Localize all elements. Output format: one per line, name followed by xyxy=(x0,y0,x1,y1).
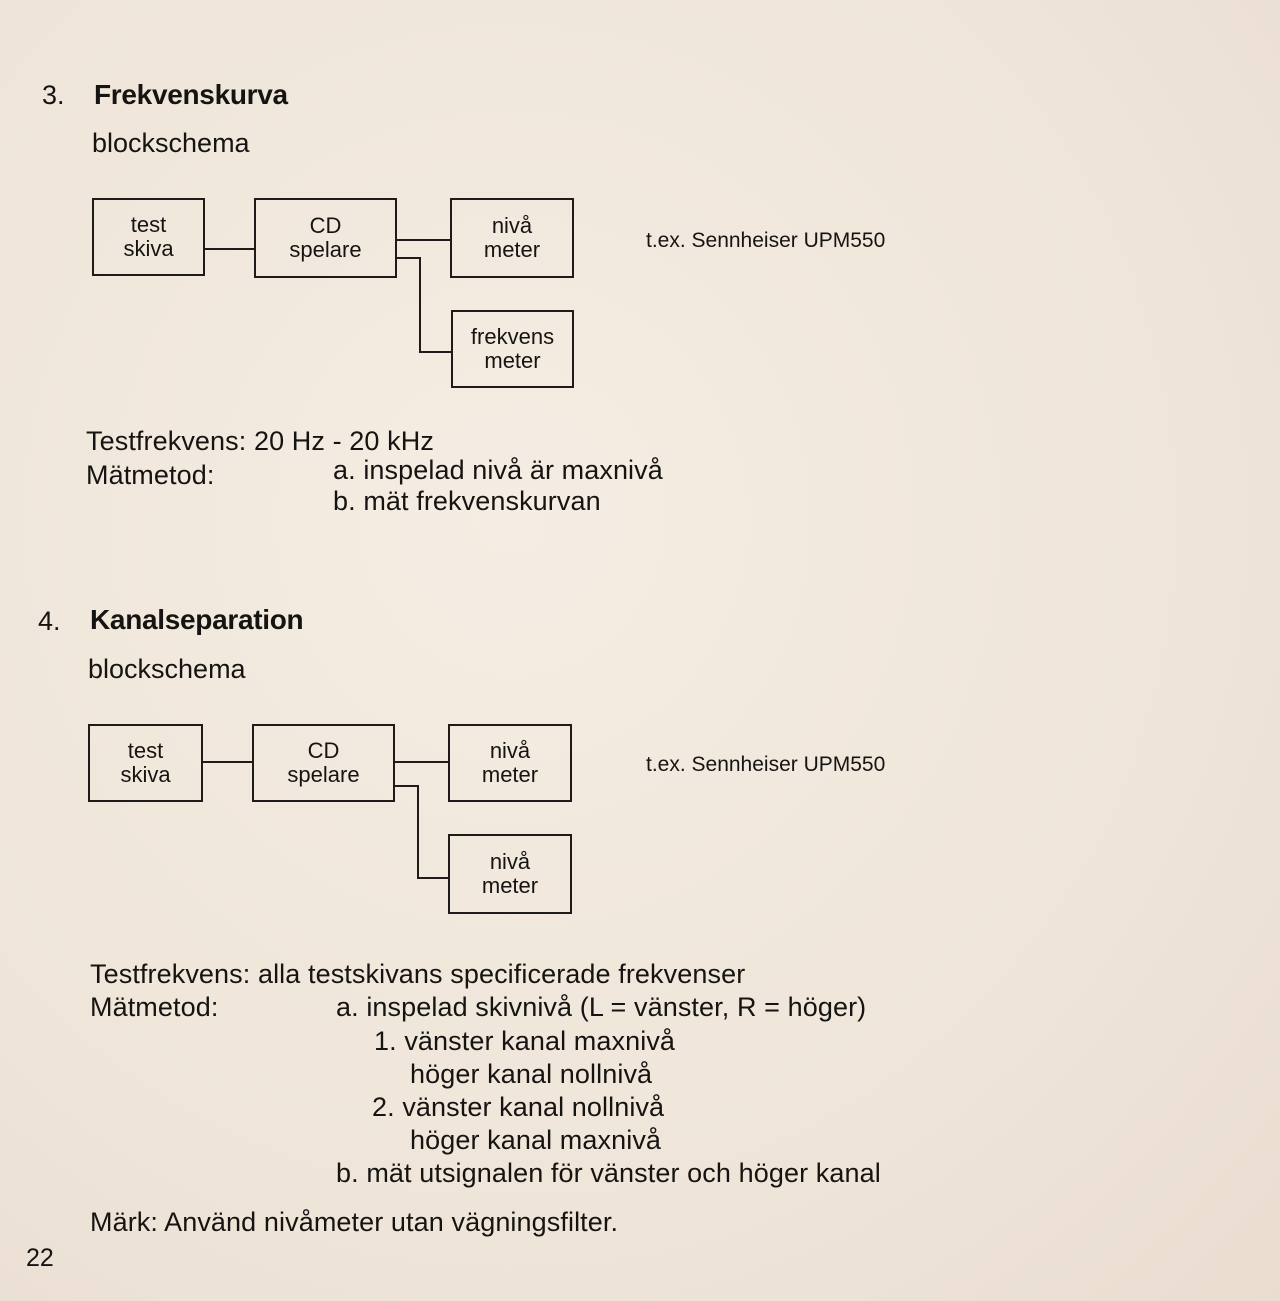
block-level-meter: nivå meter xyxy=(450,198,574,278)
section-3-note: t.ex. Sennheiser UPM550 xyxy=(646,229,886,252)
section-4-number: 4. xyxy=(38,606,61,636)
section-4-method-label: Mätmetod: xyxy=(90,992,219,1022)
section-4-title: Kanalseparation xyxy=(90,604,304,635)
section-3-subtitle: blockschema xyxy=(92,128,250,158)
section-4-step-2-right: höger kanal maxnivå xyxy=(410,1125,662,1155)
section-4-method-a: a. inspelad skivnivå (L = vänster, R = höger) xyxy=(336,992,867,1022)
section-3-title: Frekvenskurva xyxy=(94,79,288,110)
section-4-note: t.ex. Sennheiser UPM550 xyxy=(646,753,886,776)
section-3-method-label: Mätmetod: xyxy=(86,460,215,490)
section-4-subtitle: blockschema xyxy=(88,654,246,684)
block-level-meter-4b: nivå meter xyxy=(448,834,572,914)
section-3-method-a: a. inspelad nivå är maxnivå xyxy=(333,455,663,485)
page-number: 22 xyxy=(26,1244,54,1272)
section-4-step-1-right: höger kanal nollnivå xyxy=(410,1059,653,1089)
block-cd-player: CD spelare xyxy=(254,198,397,278)
section-4-remark: Märk: Använd nivåmeter utan vägningsfilter. xyxy=(90,1207,619,1237)
block-level-meter-4a: nivå meter xyxy=(448,724,572,802)
section-3-method-b: b. mät frekvenskurvan xyxy=(333,486,601,516)
section-4-test-frequency: Testfrekvens: alla testskivans specificerade frekvenser xyxy=(90,959,746,989)
block-test-disc: test skiva xyxy=(92,198,205,276)
block-test-disc-4: test skiva xyxy=(88,724,203,802)
section-3-test-frequency: Testfrekvens: 20 Hz - 20 kHz xyxy=(86,426,434,456)
section-3-number: 3. xyxy=(42,80,65,110)
section-4-step-1-left: 1. vänster kanal maxnivå xyxy=(374,1026,676,1056)
block-frequency-meter: frekvens meter xyxy=(451,310,574,388)
block-cd-player-4: CD spelare xyxy=(252,724,395,802)
section-4-method-b: b. mät utsignalen för vänster och höger kanal xyxy=(336,1158,881,1188)
section-4-step-2-left: 2. vänster kanal nollnivå xyxy=(372,1092,665,1122)
